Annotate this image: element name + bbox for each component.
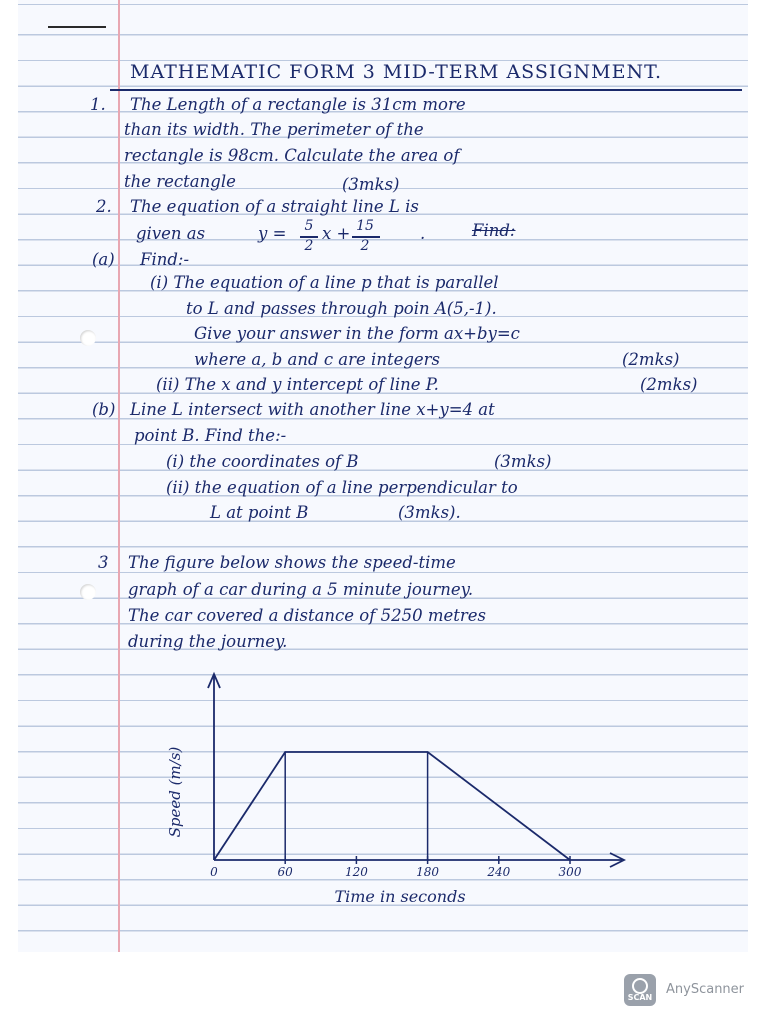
camera-icon (632, 978, 648, 994)
scanner-logo-text: SCAN (627, 993, 653, 1002)
q3-line2: graph of a car during a 5 minute journey. (128, 580, 474, 599)
x-axis-label: Time in seconds (334, 887, 466, 906)
q2-eq-mid: x + (322, 224, 351, 243)
a-i-line2: to L and passes through poin A(5,-1). (186, 299, 497, 318)
graph-axes (208, 674, 624, 867)
b-ii-marks: (3mks). (398, 503, 461, 522)
scanner-brand: AnyScanner (666, 982, 745, 997)
frac1-numerator: 5 (304, 218, 314, 234)
q2-number: 2. (96, 197, 112, 216)
b-line2: point B. Find the:- (134, 426, 287, 445)
q1-number: 1. (90, 95, 106, 114)
frac1-denominator: 2 (304, 238, 314, 254)
a-i-line4: where a, b and c are integers (194, 350, 441, 369)
frac2-denominator: 2 (360, 238, 370, 254)
a-ii-line: (ii) The x and y intercept of line P. (156, 375, 439, 394)
x-tick-label: 180 (416, 865, 440, 879)
x-tick-label: 120 (344, 865, 368, 879)
part-b-label: (b) (92, 400, 116, 419)
a-ii-marks: (2mks) (640, 375, 698, 394)
graph-series (214, 752, 570, 860)
q2-given: given as (136, 224, 206, 243)
a-i-line3: Give your answer in the form ax+by=c (194, 324, 520, 343)
q1-line2: than its width. The perimeter of the (124, 120, 424, 139)
q2-struck-text: Find: (472, 221, 516, 240)
part-a-find: Find:- (140, 250, 190, 269)
b-ii-line2: L at point B (210, 503, 309, 522)
b-i-marks: (3mks) (494, 452, 552, 471)
q3-line4: during the journey. (128, 632, 288, 651)
x-tick-label: 60 (277, 865, 293, 879)
q1-line3: rectangle is 98cm. Calculate the area of (124, 146, 460, 165)
x-tick-label: 0 (210, 865, 218, 879)
a-i-marks: (2mks) (622, 350, 680, 369)
q2-eq-lhs: y = (258, 224, 287, 243)
b-line1: Line L intersect with another line x+y=4 at (130, 400, 495, 419)
q2-line1: The equation of a straight line L is (130, 197, 419, 216)
speed-line (214, 752, 570, 860)
q3-number: 3 (98, 553, 109, 572)
x-tick-label: 300 (558, 865, 582, 879)
q3-line1: The figure below shows the speed-time (128, 553, 456, 572)
b-ii-line1: (ii) the equation of a line perpendicular to (166, 478, 518, 497)
a-i-line1: (i) The equation of a line p that is parallel (150, 273, 499, 292)
b-i-line: (i) the coordinates of B (166, 452, 359, 471)
q2-eq-end: . (420, 224, 426, 243)
page-title: MATHEMATIC FORM 3 MID-TERM ASSIGNMENT. (130, 61, 663, 83)
x-tick-label: 240 (487, 865, 511, 879)
q1-marks: (3mks) (342, 175, 400, 194)
q1-line4: the rectangle (124, 172, 236, 191)
part-a-label: (a) (92, 250, 115, 269)
scanner-logo (624, 974, 656, 1006)
frac2-numerator: 15 (356, 218, 374, 234)
q3-line3: The car covered a distance of 5250 metres (128, 606, 486, 625)
q1-line1: The Length of a rectangle is 31cm more (130, 95, 466, 114)
y-axis-label: Speed (m/s) (166, 746, 184, 838)
